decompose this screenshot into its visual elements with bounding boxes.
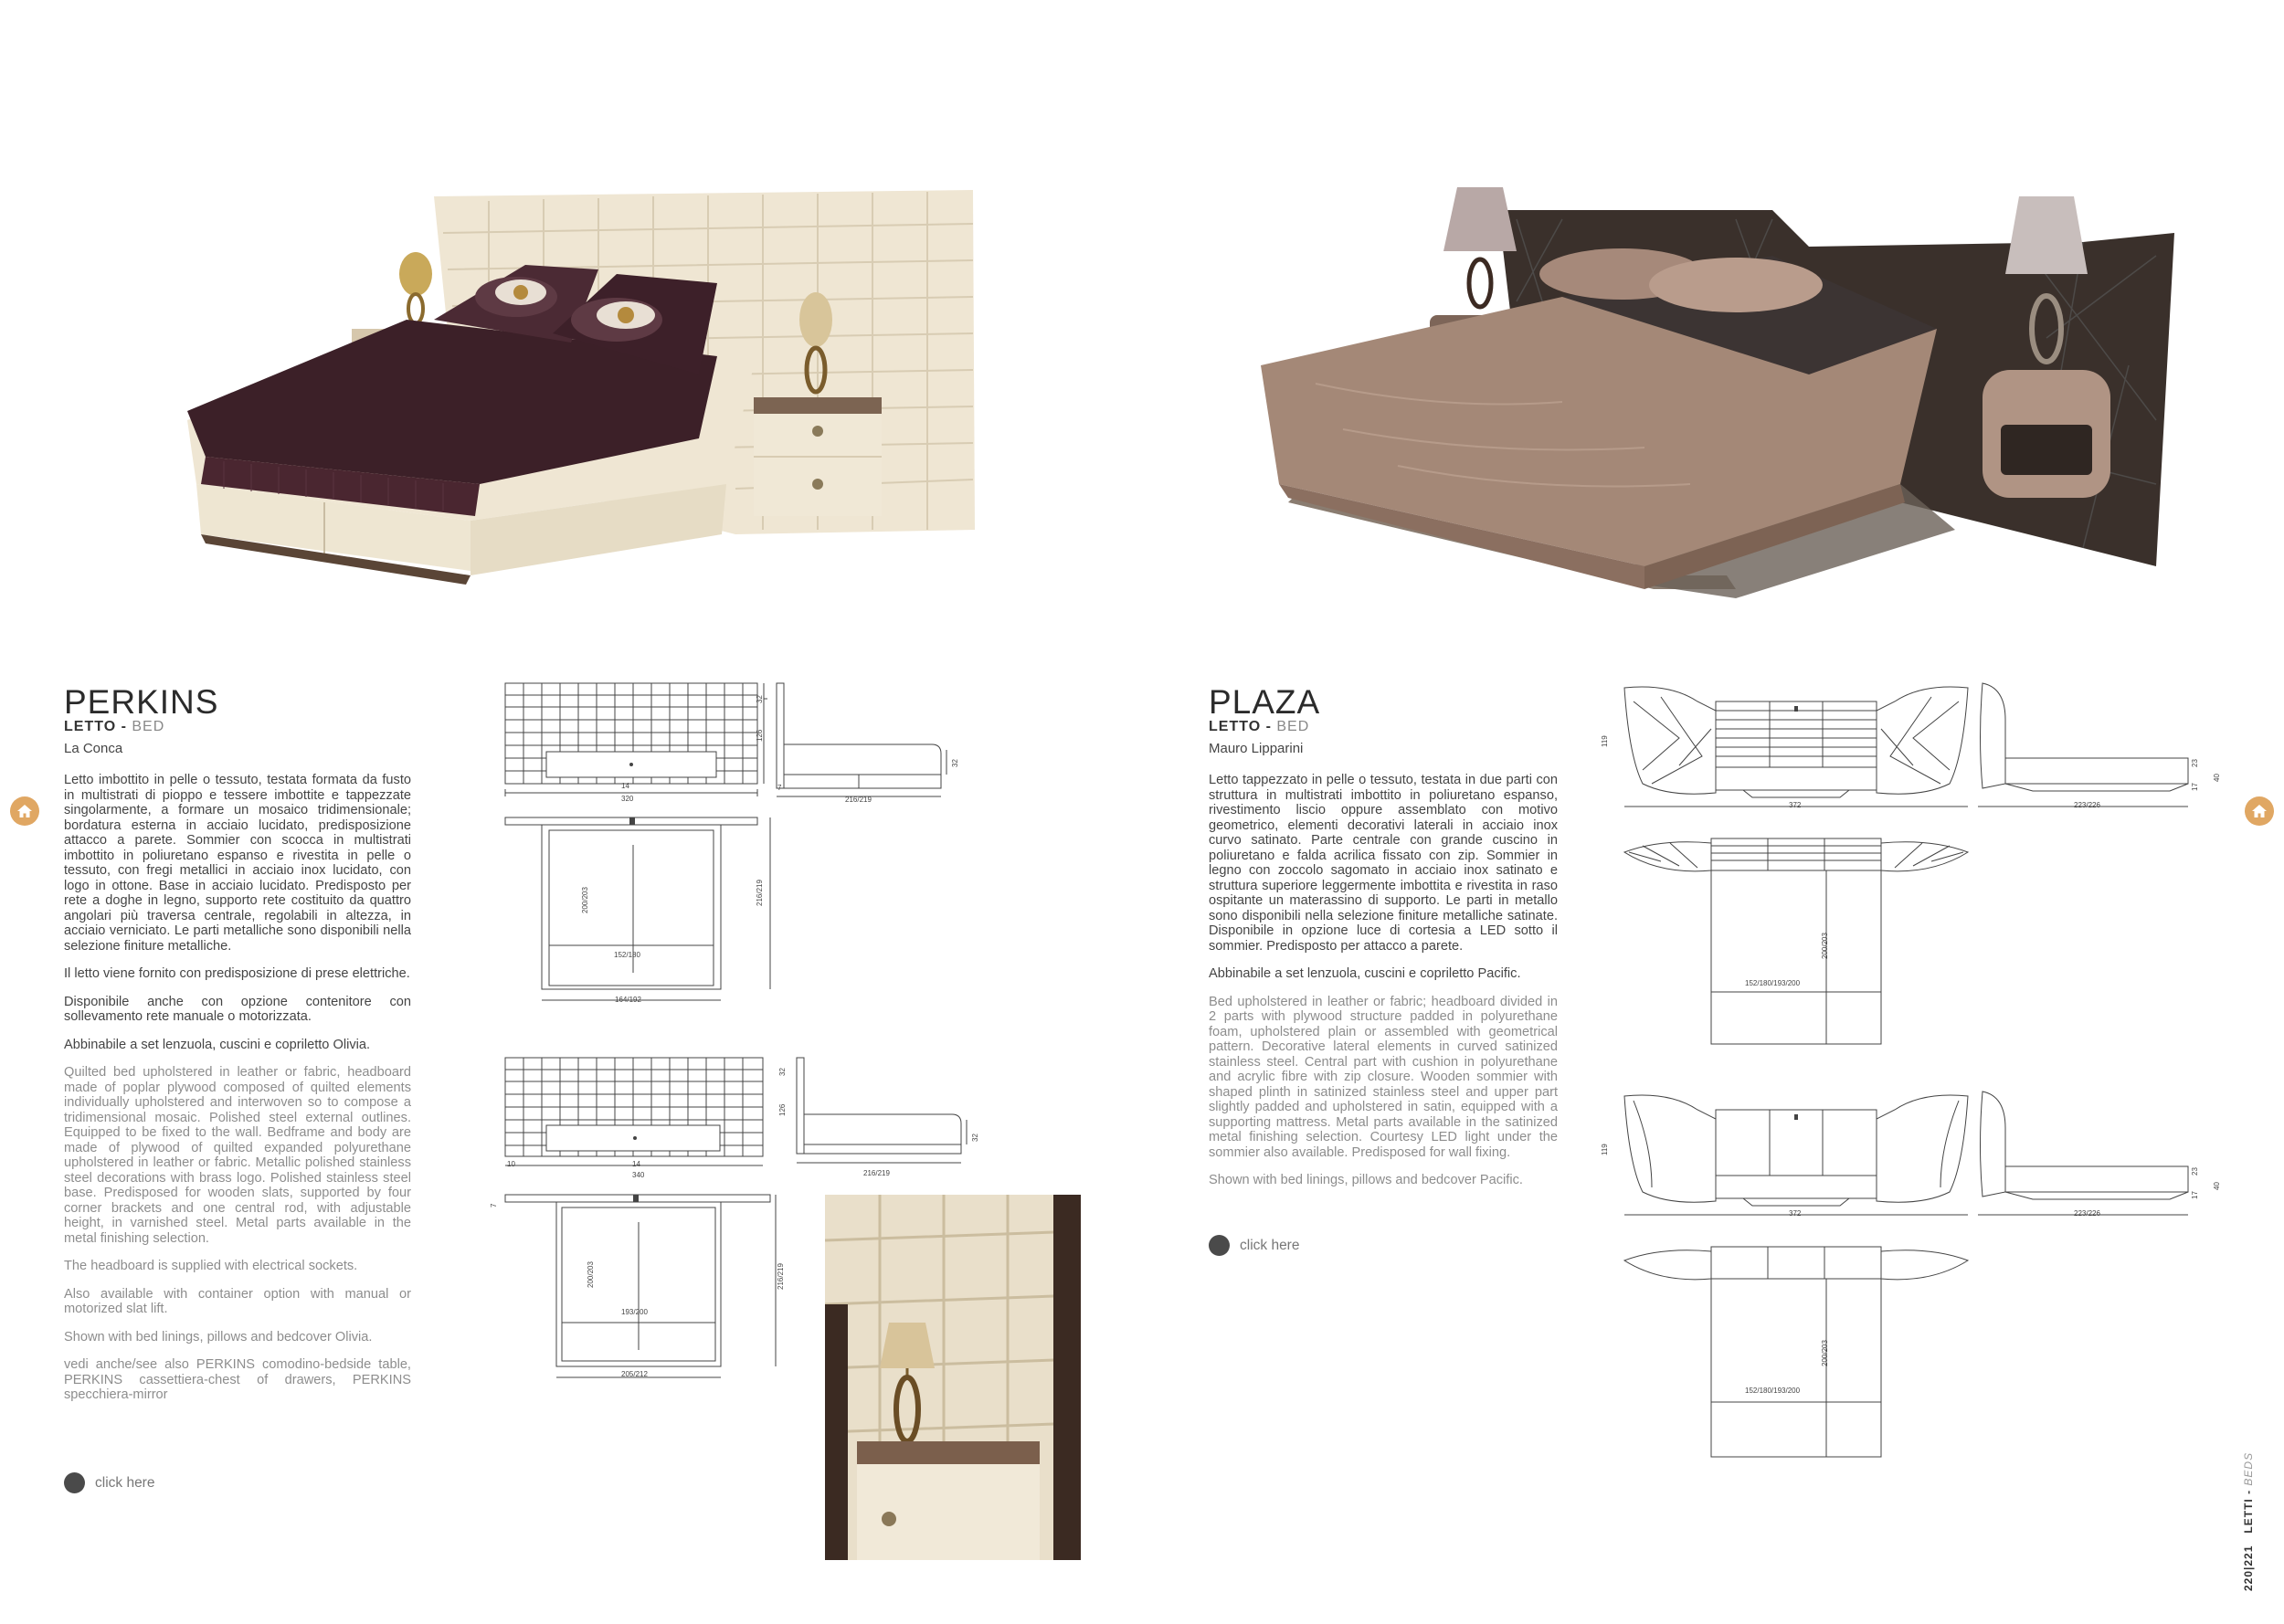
plaza-side-elevation-plain — [1978, 1091, 2188, 1229]
plaza-dim-plan-in-1: 152/180/193/200 — [1745, 979, 1801, 987]
perkins-text-it-1: Letto imbottito in pelle o tessuto, testata formata da fusto in multistrati di pioppo e tessere imbottite e tappezzate singolarmente, a formare un mosaico tridimensionale; bordatura esterna in acciaio lucidato, predisposizione attacco a parete. Sommier con scocca in multistrati imbottito in poliuretano espanso e rivestita in pelle o tessuto, con fregi metallici in acciaio inox lucidato, con logo in ottone. Base in acciaio lucidato. Predisposto per rete a doghe in legno, supporto rete costituito da quattro angolari più traversa centrale, regolabili in altezza, in acciaio verniciato. Le parti metalliche sono disponibili nella selezione finiture metalliche. — [64, 773, 411, 954]
plaza-type-it: LETTO — [1209, 719, 1262, 734]
perkins-dim-front-height-2: 126 — [778, 1103, 787, 1116]
plaza-description — [1209, 773, 1558, 1201]
plaza-front-elevation-geometric — [1624, 683, 1972, 820]
perkins-plan-view-1 — [505, 817, 779, 1009]
perkins-dim-plan-w-2: 205/212 — [621, 1370, 648, 1378]
plaza-dim-side-w-1: 223/226 — [2074, 801, 2100, 809]
plaza-bed-photo — [1261, 183, 2184, 658]
plaza-dim-side-b-1: 23 — [2191, 759, 2199, 767]
perkins-dim-front-top-2: 32 — [778, 1068, 787, 1076]
perkins-dim-plan-l-2: 7 — [490, 1203, 498, 1207]
plaza-subtitle — [1209, 719, 1309, 735]
plaza-dim-front-w-1: 372 — [1789, 801, 1802, 809]
perkins-dim-plan-in-1: 152/180 — [614, 951, 640, 959]
perkins-side-elevation-1 — [777, 683, 950, 802]
perkins-dim-plan-tot-2: 216/219 — [777, 1263, 785, 1290]
perkins-text-en-1: Quilted bed upholstered in leather or fabric, headboard made of poplar plywood composed of quilted elements individually upholstered and interwoven so to compose a tridimensional mosaic. Polished steel external outlines. Equipped to be fixed to the wall. Bedframe and body are made of plywood of quilted expanded polyurethane upholstered in leather or fabric. Metallic polished stainless steel decorations with brass logo. Polished stainless steel base. Predisposed for wooden slats, supported by four corner brackets and one central rod, with adjustable height, in varnished steel. Metal parts available in the metal finishing selection. — [64, 1065, 411, 1246]
perkins-text-en-5: vedi anche/see also PERKINS comodino-bedside table, PERKINS cassettiera-chest of drawers, PERKINS specchiera-mirror — [64, 1357, 411, 1402]
section-sep: - — [2242, 1485, 2255, 1499]
plaza-dim-front-w-2: 372 — [1789, 1209, 1802, 1218]
perkins-bed-photo — [187, 183, 982, 658]
home-icon — [16, 802, 34, 820]
perkins-type-en: BED — [132, 719, 165, 734]
perkins-dim-side-width-2: 216/219 — [863, 1169, 890, 1177]
perkins-front-elevation-320 — [505, 683, 782, 811]
perkins-title: PERKINS — [64, 683, 219, 721]
perkins-dim-plan-w-1: 164/192 — [615, 996, 641, 1004]
perkins-dim-front-height-1: 126 — [756, 729, 764, 742]
plaza-dim-side-a-2: 17 — [2191, 1191, 2199, 1199]
plaza-plan-view-plain — [1624, 1247, 1972, 1461]
page-numbers: 220|221 — [2242, 1545, 2255, 1591]
perkins-plan-view-2 — [505, 1195, 788, 1387]
perkins-dim-front-width-1: 320 — [621, 795, 634, 803]
plaza-dim-plan-in-2: 152/180/193/200 — [1745, 1387, 1801, 1395]
perkins-click-here-link[interactable] — [64, 1472, 154, 1493]
plaza-side-elevation-geometric — [1978, 683, 2188, 820]
perkins-dim-plan-h-1: 200/203 — [581, 887, 589, 913]
bullet-icon — [1209, 1235, 1230, 1256]
perkins-dim-front-left-2: 10 — [507, 1160, 515, 1168]
perkins-type-it: LETTO — [64, 719, 117, 734]
perkins-dim-side-height-1: 32 — [951, 759, 959, 767]
plaza-dim-side-w-2: 223/226 — [2074, 1209, 2100, 1218]
plaza-text-it-1: Letto tappezzato in pelle o tessuto, testata in due parti con struttura in multistrati imbottito in poliuretano espanso, rivestimento liscio oppure assemblato con motivo geometrico, elementi decorativi laterali in acciaio inox curvo satinato. Parte centrale con grande cuscino in poliuretano e falda acrilica fissato con zip. Sommier in legno con zoccolo sagomato in acciaio inox satinato e struttura superiore leggermente imbottita e rivestita in raso ospitante un materassino di supporto. Le parti in metallo sono disponibili nella selezione finiture metalliche satinate. Disponibile in opzione luce di cortesia a LED sotto il sommier. Predisposto per attacco a parete. — [1209, 773, 1558, 954]
perkins-dim-front-top-1: 32 — [756, 695, 764, 703]
perkins-text-en-2: The headboard is supplied with electrical sockets. — [64, 1259, 358, 1273]
plaza-type-en: BED — [1276, 719, 1310, 734]
perkins-dim-front-center-1: 14 — [621, 782, 629, 790]
plaza-text-en-2: Shown with bed linings, pillows and bedcover Pacific. — [1209, 1173, 1523, 1187]
perkins-dim-front-center-2: 14 — [632, 1160, 640, 1168]
plaza-dim-front-h-2: 119 — [1601, 1144, 1609, 1155]
home-button-left[interactable] — [10, 796, 39, 826]
perkins-dim-side-height-2: 32 — [971, 1134, 979, 1142]
plaza-click-label: click here — [1240, 1237, 1300, 1253]
perkins-dim-front-width-2: 340 — [632, 1171, 645, 1179]
perkins-side-elevation-2 — [797, 1058, 970, 1167]
plaza-text-it-2: Abbinabile a set lenzuola, cuscini e copriletto Pacific. — [1209, 966, 1521, 981]
plaza-click-here-link[interactable] — [1209, 1235, 1299, 1256]
plaza-plan-view-geometric — [1624, 838, 1972, 1049]
home-icon — [2250, 802, 2268, 820]
perkins-headboard-detail-photo — [825, 1195, 1081, 1560]
perkins-text-it-3: Disponibile anche con opzione contenitore con sollevamento rete manuale o motorizzata. — [64, 994, 411, 1024]
perkins-front-elevation-340 — [505, 1058, 779, 1176]
perkins-click-label: click here — [95, 1474, 155, 1491]
perkins-text-en-3: Also available with container option with manual or motorized slat lift. — [64, 1286, 411, 1316]
plaza-dim-side-a-1: 17 — [2191, 783, 2199, 791]
perkins-dim-plan-tot-1: 216/219 — [756, 880, 764, 906]
perkins-description — [64, 773, 411, 1416]
perkins-text-en-4: Shown with bed linings, pillows and bedcover Olivia. — [64, 1329, 373, 1345]
plaza-dim-front-h-1: 119 — [1601, 735, 1609, 747]
perkins-text-it-2: Il letto viene fornito con predisposizione di prese elettriche. — [64, 966, 410, 981]
perkins-subtitle — [64, 719, 164, 735]
plaza-type-sep: - — [1261, 719, 1277, 734]
plaza-dim-side-b-2: 23 — [2191, 1167, 2199, 1176]
plaza-text-en-1: Bed upholstered in leather or fabric; headboard divided in 2 parts with plywood structure padded in polyurethane foam, upholstered plain or assembled with geometrical pattern. Decorative lateral elements in curved satinized stainless steel. Central part with cushion in polyurethane and acrylic fibre with zip closure. Wooden sommier with shaped plinth in satinized stainless steel and upper part slightly padded and upholstered in satin, equipped with a supporting mattress. Metal parts available in the satinized metal finishing selection. Courtesy LED light under the sommier also available. Predisposed for wall fixing. — [1209, 994, 1558, 1160]
perkins-dim-side-width-1: 216/219 — [845, 796, 872, 804]
plaza-designer: Mauro Lipparini — [1209, 741, 1304, 756]
bullet-icon — [64, 1472, 85, 1493]
plaza-dim-plan-h-2: 200/203 — [1821, 1340, 1829, 1366]
plaza-dim-side-c-2: 40 — [2213, 1182, 2221, 1190]
plaza-title: PLAZA — [1209, 683, 1321, 721]
perkins-dim-side-l-1: 7 — [777, 784, 782, 792]
plaza-dim-plan-h-1: 200/203 — [1821, 933, 1829, 959]
perkins-type-sep: - — [116, 719, 132, 734]
perkins-designer: La Conca — [64, 741, 123, 756]
perkins-dim-plan-h-2: 200/203 — [587, 1261, 595, 1288]
plaza-front-elevation-plain — [1624, 1091, 1972, 1229]
section-en: BEDS — [2242, 1451, 2255, 1486]
home-button-right[interactable] — [2245, 796, 2274, 826]
perkins-text-it-4: Abbinabile a set lenzuola, cuscini e copriletto Olivia. — [64, 1037, 371, 1052]
perkins-dim-plan-in-2: 193/200 — [621, 1308, 648, 1316]
plaza-dim-side-c-1: 40 — [2213, 774, 2221, 782]
section-it: LETTI — [2242, 1498, 2255, 1534]
page-spine-label — [2242, 1452, 2255, 1591]
